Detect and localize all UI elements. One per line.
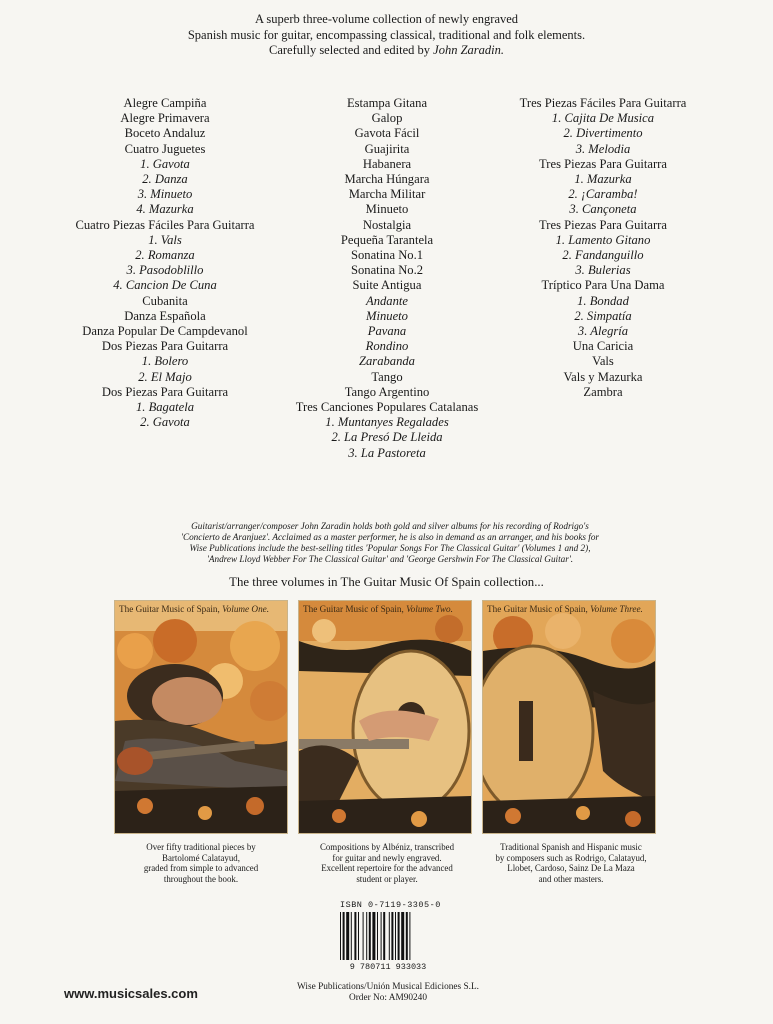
caption-line: Traditional Spanish and Hispanic music <box>500 842 642 852</box>
editor-name: John Zaradin. <box>433 43 505 57</box>
volume-two-number: Volume Two. <box>406 604 453 614</box>
piece-subtitle: 3. Pasodoblillo <box>126 263 204 278</box>
piece-subtitle: 2. ¡Caramba! <box>568 187 638 202</box>
order-number: Order No: AM90240 <box>349 993 427 1003</box>
piece-subtitle: 2. Romanza <box>135 248 195 263</box>
piece-subtitle: 2. Danza <box>142 172 188 187</box>
piece-subtitle: 2. Fandanguillo <box>562 248 644 263</box>
caption-line: Llobet, Cardoso, Sainz De La Maza <box>507 863 635 873</box>
volume-one-cover-art <box>115 601 287 833</box>
piece-title: Tres Piezas Para Guitarra <box>539 156 667 171</box>
volume-two-series: The Guitar Music of Spain, <box>303 604 404 614</box>
volume-three-series: The Guitar Music of Spain, <box>487 604 588 614</box>
caption-line: by composers such as Rodrigo, Calatayud, <box>495 852 647 863</box>
piece-title: Dos Piezas Para Guitarra <box>101 339 229 354</box>
volumes-heading: The three volumes in The Guitar Music Of Spain collection... <box>229 575 544 589</box>
piece-title: Cuatro Juguetes <box>124 141 206 156</box>
isbn: ISBN 0-7119-3305-0 <box>340 900 441 910</box>
piece-subtitle: Andante <box>366 293 408 308</box>
caption-line: student or player. <box>356 873 418 884</box>
piece-title: Sonatina No.2 <box>350 263 424 278</box>
volume-one-number: Volume One. <box>222 604 270 614</box>
piece-title: Pequeña Tarantela <box>340 232 434 247</box>
piece-subtitle: 1. Lamento Gitano <box>555 232 651 247</box>
intro-line-3 <box>0 43 773 59</box>
piece-subtitle: 1. Cajita De Musica <box>551 111 655 126</box>
piece-title: Danza Española <box>124 308 206 323</box>
volume-one-caption <box>106 842 296 884</box>
piece-subtitle: 3. Minueto <box>137 187 193 202</box>
volume-one-series: The Guitar Music of Spain, <box>119 604 220 614</box>
caption-line: Bartolomé Calatayud, <box>162 852 240 863</box>
caption-line: Compositions by Albéniz, transcribed <box>319 842 455 852</box>
piece-title: Tres Canciones Populares Catalanas <box>295 400 479 415</box>
piece-title: Tango <box>371 369 403 384</box>
volume-three-title <box>487 604 653 614</box>
contents-column-3 <box>478 96 728 400</box>
piece-subtitle: 2. Gavota <box>140 415 190 430</box>
volume-three-number: Volume Three. <box>590 604 643 614</box>
piece-title: Danza Popular De Campdevanol <box>82 324 248 339</box>
piece-subtitle: 2. Simpatía <box>574 308 632 323</box>
caption-line: and other masters. <box>538 873 604 884</box>
caption-line: graded from simple to advanced <box>143 863 259 873</box>
caption-line: throughout the book. <box>163 873 239 884</box>
piece-title: Cubanita <box>142 293 188 308</box>
barcode-number: 9 780711 933033 <box>349 962 427 972</box>
website-url[interactable]: www.musicsales.com <box>64 986 198 1001</box>
intro-line-1: A superb three-volume collection of newly engraved <box>254 12 519 26</box>
piece-title: Marcha Húngara <box>344 172 430 187</box>
volume-two-cover <box>298 600 472 834</box>
piece-subtitle: 4. Mazurka <box>136 202 194 217</box>
piece-subtitle: 3. Cançoneta <box>569 202 637 217</box>
intro-line-2: Spanish music for guitar, encompassing classical, traditional and folk elements. <box>187 27 586 42</box>
contents-column-1 <box>40 96 290 430</box>
piece-subtitle: 1. Bagatela <box>135 400 195 415</box>
piece-title: Tres Piezas Para Guitarra <box>539 217 667 232</box>
piece-subtitle: Minueto <box>366 308 408 323</box>
volume-two-caption <box>292 842 482 884</box>
piece-subtitle: Rondino <box>365 339 409 354</box>
piece-title: Cuatro Piezas Fáciles Para Guitarra <box>75 217 255 232</box>
publisher-name: Wise Publications/Unión Musical Ediciones S.L. <box>297 982 479 992</box>
volume-one-cover <box>114 600 288 834</box>
piece-subtitle: 3. La Pastoreta <box>348 445 426 460</box>
piece-subtitle: Pavana <box>367 324 407 339</box>
volume-three-caption <box>476 842 666 884</box>
author-bio <box>130 521 650 565</box>
piece-title: Tres Piezas Fáciles Para Guitarra <box>519 96 687 110</box>
volume-three-cover-art <box>483 601 655 833</box>
piece-subtitle: 3. Bulerias <box>575 263 631 278</box>
volume-three-cover <box>482 600 656 834</box>
piece-title: Habanera <box>362 156 412 171</box>
piece-title: Vals <box>592 354 614 369</box>
piece-title: Marcha Militar <box>348 187 426 202</box>
piece-subtitle: 3. Alegría <box>577 324 629 339</box>
contents-column-2 <box>262 96 512 461</box>
piece-title: Tango Argentino <box>344 384 430 399</box>
piece-title: Alegre Campiña <box>123 96 207 110</box>
piece-title: Alegre Primavera <box>120 111 210 126</box>
piece-title: Estampa Gitana <box>346 96 428 110</box>
piece-title: Vals y Mazurka <box>563 369 643 384</box>
bio-line-3: Wise Publications include the best-selling titles 'Popular Songs For The Classical Guitar' (Volumes 1 and 2), <box>189 543 591 553</box>
caption-line: Over fifty traditional pieces by <box>146 842 256 852</box>
piece-title: Sonatina No.1 <box>350 248 424 263</box>
piece-subtitle: 2. La Presó De Lleida <box>331 430 443 445</box>
piece-subtitle: 4. Cancion De Cuna <box>113 278 217 293</box>
piece-title: Nostalgia <box>362 217 412 232</box>
volume-two-cover-art <box>299 601 471 833</box>
piece-subtitle: 1. Vals <box>148 232 182 247</box>
intro-text <box>0 12 773 59</box>
piece-subtitle: 1. Muntanyes Regalades <box>325 415 449 430</box>
volume-one-title <box>119 604 285 614</box>
bio-line-4: 'Andrew Lloyd Webber For The Classical Guitar' and 'George Gershwin For The Classical Guitar'. <box>206 554 574 564</box>
caption-line: for guitar and newly engraved. <box>332 852 442 863</box>
piece-subtitle: 2. Divertimento <box>563 126 643 141</box>
piece-title: Dos Piezas Para Guitarra <box>101 384 229 399</box>
publisher-info <box>258 982 518 1004</box>
piece-title: Tríptico Para Una Dama <box>541 278 665 293</box>
piece-title: Minueto <box>365 202 409 217</box>
piece-subtitle: 2. El Majo <box>138 369 192 384</box>
piece-subtitle: 1. Bolero <box>141 354 189 369</box>
bio-line-1: Guitarist/arranger/composer John Zaradin holds both gold and silver albums for his recording of Rodrigo's <box>191 521 589 531</box>
bio-line-2: 'Concierto de Aranjuez'. Acclaimed as a master performer, he is also in demand as an arranger, and his books for <box>180 532 600 542</box>
piece-title: Gavota Fácil <box>354 126 420 141</box>
barcode-image <box>338 912 438 962</box>
piece-title: Una Caricia <box>572 339 634 354</box>
piece-subtitle: 1. Bondad <box>577 293 629 308</box>
piece-subtitle: 1. Gavota <box>140 156 190 171</box>
piece-title: Zambra <box>583 384 623 399</box>
piece-subtitle: 1. Mazurka <box>574 172 632 187</box>
piece-title: Boceto Andaluz <box>124 126 206 141</box>
intro-line-3-prefix: Carefully selected and edited by <box>268 43 434 57</box>
piece-title: Suite Antigua <box>352 278 422 293</box>
piece-subtitle: Zarabanda <box>359 354 415 369</box>
piece-title: Galop <box>371 111 403 126</box>
volume-two-title <box>303 604 469 614</box>
caption-line: Excellent repertoire for the advanced <box>321 863 453 873</box>
piece-title: Guajirita <box>364 141 410 156</box>
piece-subtitle: 3. Melodia <box>575 141 631 156</box>
